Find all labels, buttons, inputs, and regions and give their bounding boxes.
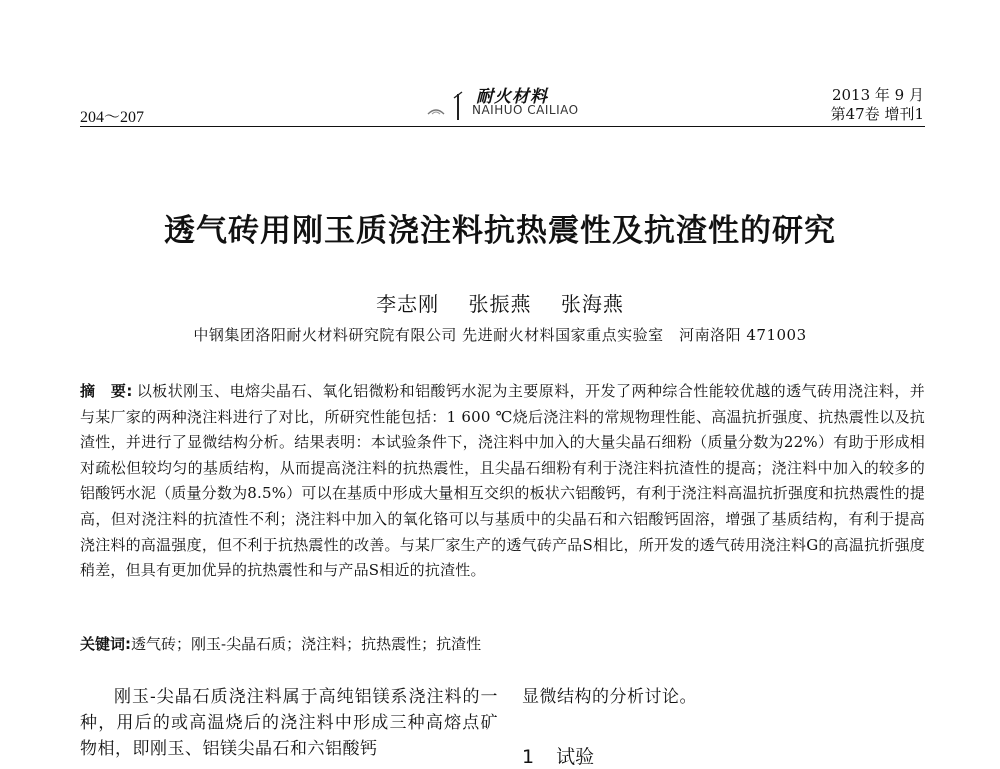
keywords-text: 透气砖；刚玉-尖晶石质；浇注料；抗热震性；抗渣性 (131, 635, 482, 653)
keywords (80, 633, 925, 654)
journal-name-cn: 耐火材料 (476, 87, 548, 107)
author-name: 张振燕 (468, 292, 532, 316)
author-name: 李志刚 (376, 292, 440, 316)
journal-emblem-icon (424, 88, 472, 122)
section-title: 试验 (556, 746, 595, 768)
paper-title: 透气砖用刚玉质浇注料抗热震性及抗渣性的研究 (164, 213, 836, 249)
keywords-label: 关键词: (80, 635, 131, 653)
body-right-column: 显微结构的分析讨论。 (522, 687, 697, 707)
journal-logo (424, 82, 584, 122)
issue-info (831, 86, 924, 124)
issue-date: 2013 年 9 月 (831, 86, 924, 104)
abstract-label: 摘 要: (80, 382, 133, 400)
author-affiliation: 中钢集团洛阳耐火材料研究院有限公司 先进耐火材料国家重点实验室 河南洛阳 471003 (193, 326, 807, 344)
header-rule (80, 126, 925, 127)
issue-volume: 第47卷 增刊1 (830, 105, 924, 123)
abstract (80, 379, 925, 584)
body-left-column: 刚玉-尖晶石质浇注料属于高纯铝镁系浇注料的一种，用后的或高温烧后的浇注料中形成三种高熔点矿物相，即刚玉、铝镁尖晶石和六铝酸钙 (80, 687, 498, 759)
section-heading (522, 742, 594, 769)
journal-name-en: NAIHUO CAILIAO (472, 103, 579, 117)
author-name: 张海燕 (560, 292, 624, 316)
author-list (0, 288, 1000, 317)
section-number: 1 (522, 746, 535, 768)
page-range: 204～207 (80, 109, 145, 126)
abstract-text: 以板状刚玉、电熔尖晶石、氧化铝微粉和铝酸钙水泥为主要原料，开发了两种综合性能较优越的透气砖用浇注料，并与某厂家的两种浇注料进行了对比，所研究性能包括：1 600 ℃烧后浇注料的常规物理性能、高温抗折强度、抗热震性以及抗渣性，并进行了显微结构分析。结果表明：本试验条件下，浇注料中加入的大量尖晶石细粉（质量分数为22%）有助于形成相对疏松但较均匀的基质结构，从而提高浇注料的抗热震性，且尖晶石细粉有利于浇注料抗渣性的提高；浇注料中加入的较多的铝酸钙水泥（质量分数为8.5%）可以在基质中形成大量相互交织的板状六铝酸钙，有利于浇注料高温抗折强度和抗热震性的提高，但对浇注料的抗渣性不利；浇注料中加入的氧化铬可以与基质中的尖晶石和六铝酸钙固溶，增强了基质结构，有利于提高浇注料的高温强度，但不利于抗热震性的改善。与某厂家生产的透气砖产品S相比，所开发的透气砖用浇注料G的高温抗折强度稍差，但具有更加优异的抗热震性和与产品S相近的抗渣性。 (80, 382, 925, 580)
